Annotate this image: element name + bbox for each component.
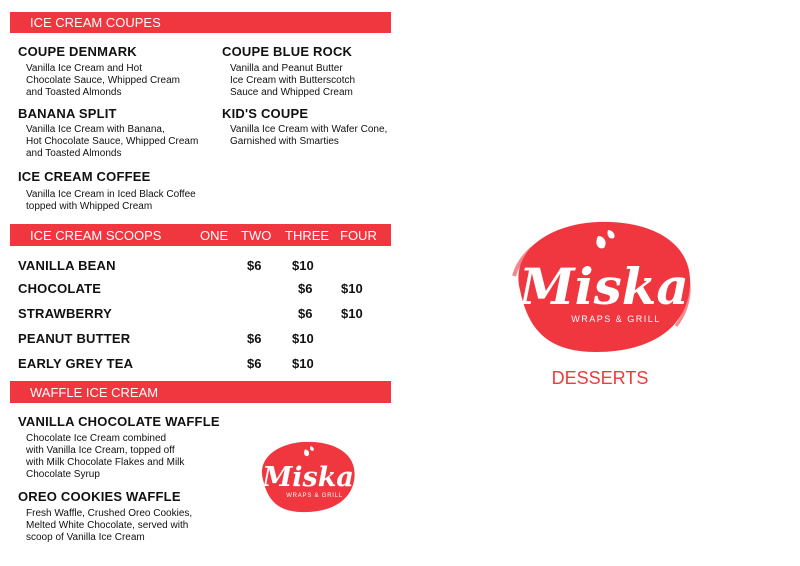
scoop-price: $10 xyxy=(292,331,314,346)
item-title-coupe-blue-rock: COUPE BLUE ROCK xyxy=(222,44,353,59)
item-title-oreo-cookies-waffle: OREO COOKIES WAFFLE xyxy=(18,489,181,504)
scoop-row-chocolate: CHOCOLATE xyxy=(18,281,102,296)
scoops-col-three: THREE xyxy=(285,228,330,243)
item-desc-coupe-blue-rock: Vanilla and Peanut Butter Ice Cream with Butterscotch Sauce and Whipped Cream xyxy=(230,63,356,98)
scoop-price: $6 xyxy=(247,331,262,346)
scoop-price: $10 xyxy=(292,356,314,371)
item-desc-vanilla-chocolate-waffle: Chocolate Ice Cream combined with Vanilla Ice Cream, topped off with Milk Chocolate Flakes and Milk Chocolate Syrup xyxy=(26,433,185,480)
coupes-section-header xyxy=(10,12,391,33)
waffle-section-header xyxy=(10,381,391,403)
scoop-price: $10 xyxy=(292,258,314,273)
scoop-price: $6 xyxy=(247,258,262,273)
scoops-header-label: ICE CREAM SCOOPS xyxy=(30,227,162,243)
item-title-kids-coupe: KID'S COUPE xyxy=(222,106,309,121)
item-desc-ice-cream-coffee: Vanilla Ice Cream in Iced Black Coffee topped with Whipped Cream xyxy=(26,189,196,212)
scoops-col-two: TWO xyxy=(241,228,272,243)
scoop-row-strawberry: STRAWBERRY xyxy=(18,306,112,321)
item-title-ice-cream-coffee: ICE CREAM COFFEE xyxy=(18,169,151,184)
scoop-row-early-grey-tea: EARLY GREY TEA xyxy=(18,356,134,371)
scoops-col-four: FOUR xyxy=(340,228,377,243)
item-desc-oreo-cookies-waffle: Fresh Waffle, Crushed Oreo Cookies, Melted White Chocolate, served with scoop of Vanilla Ice Cream xyxy=(26,508,193,543)
item-title-vanilla-chocolate-waffle: VANILLA CHOCOLATE WAFFLE xyxy=(18,414,220,429)
scoop-price: $6 xyxy=(298,281,313,296)
scoops-col-one: ONE xyxy=(200,228,229,243)
scoop-row-peanut-butter: PEANUT BUTTER xyxy=(18,331,131,346)
item-title-coupe-denmark: COUPE DENMARK xyxy=(18,44,137,59)
scoop-price: $10 xyxy=(341,281,363,296)
item-desc-kids-coupe: Vanilla Ice Cream with Wafer Cone, Garnished with Smarties xyxy=(230,124,388,147)
logo-wordmark: Miska xyxy=(519,257,689,316)
scoop-price: $6 xyxy=(298,306,313,321)
item-title-banana-split: BANANA SPLIT xyxy=(18,106,117,121)
miska-logo-small xyxy=(252,436,360,518)
scoop-price: $10 xyxy=(341,306,363,321)
miska-logo-large xyxy=(500,212,700,362)
logo-subtitle: WRAPS & GRILL xyxy=(286,492,344,499)
coupes-header-label: ICE CREAM COUPES xyxy=(30,15,161,30)
waffle-header-label: WAFFLE ICE CREAM xyxy=(30,384,159,400)
section-title-desserts: DESSERTS xyxy=(551,368,649,388)
scoop-row-vanilla-bean: VANILLA BEAN xyxy=(18,258,116,273)
item-desc-banana-split: Vanilla Ice Cream with Banana, Hot Chocolate Sauce, Whipped Cream and Toasted Almonds xyxy=(26,124,199,159)
item-desc-coupe-denmark: Vanilla Ice Cream and Hot Chocolate Sauce, Whipped Cream and Toasted Almonds xyxy=(26,63,180,98)
scoop-price: $6 xyxy=(247,356,262,371)
logo-wordmark: Miska xyxy=(262,462,354,494)
logo-subtitle: WRAPS & GRILL xyxy=(571,314,661,324)
